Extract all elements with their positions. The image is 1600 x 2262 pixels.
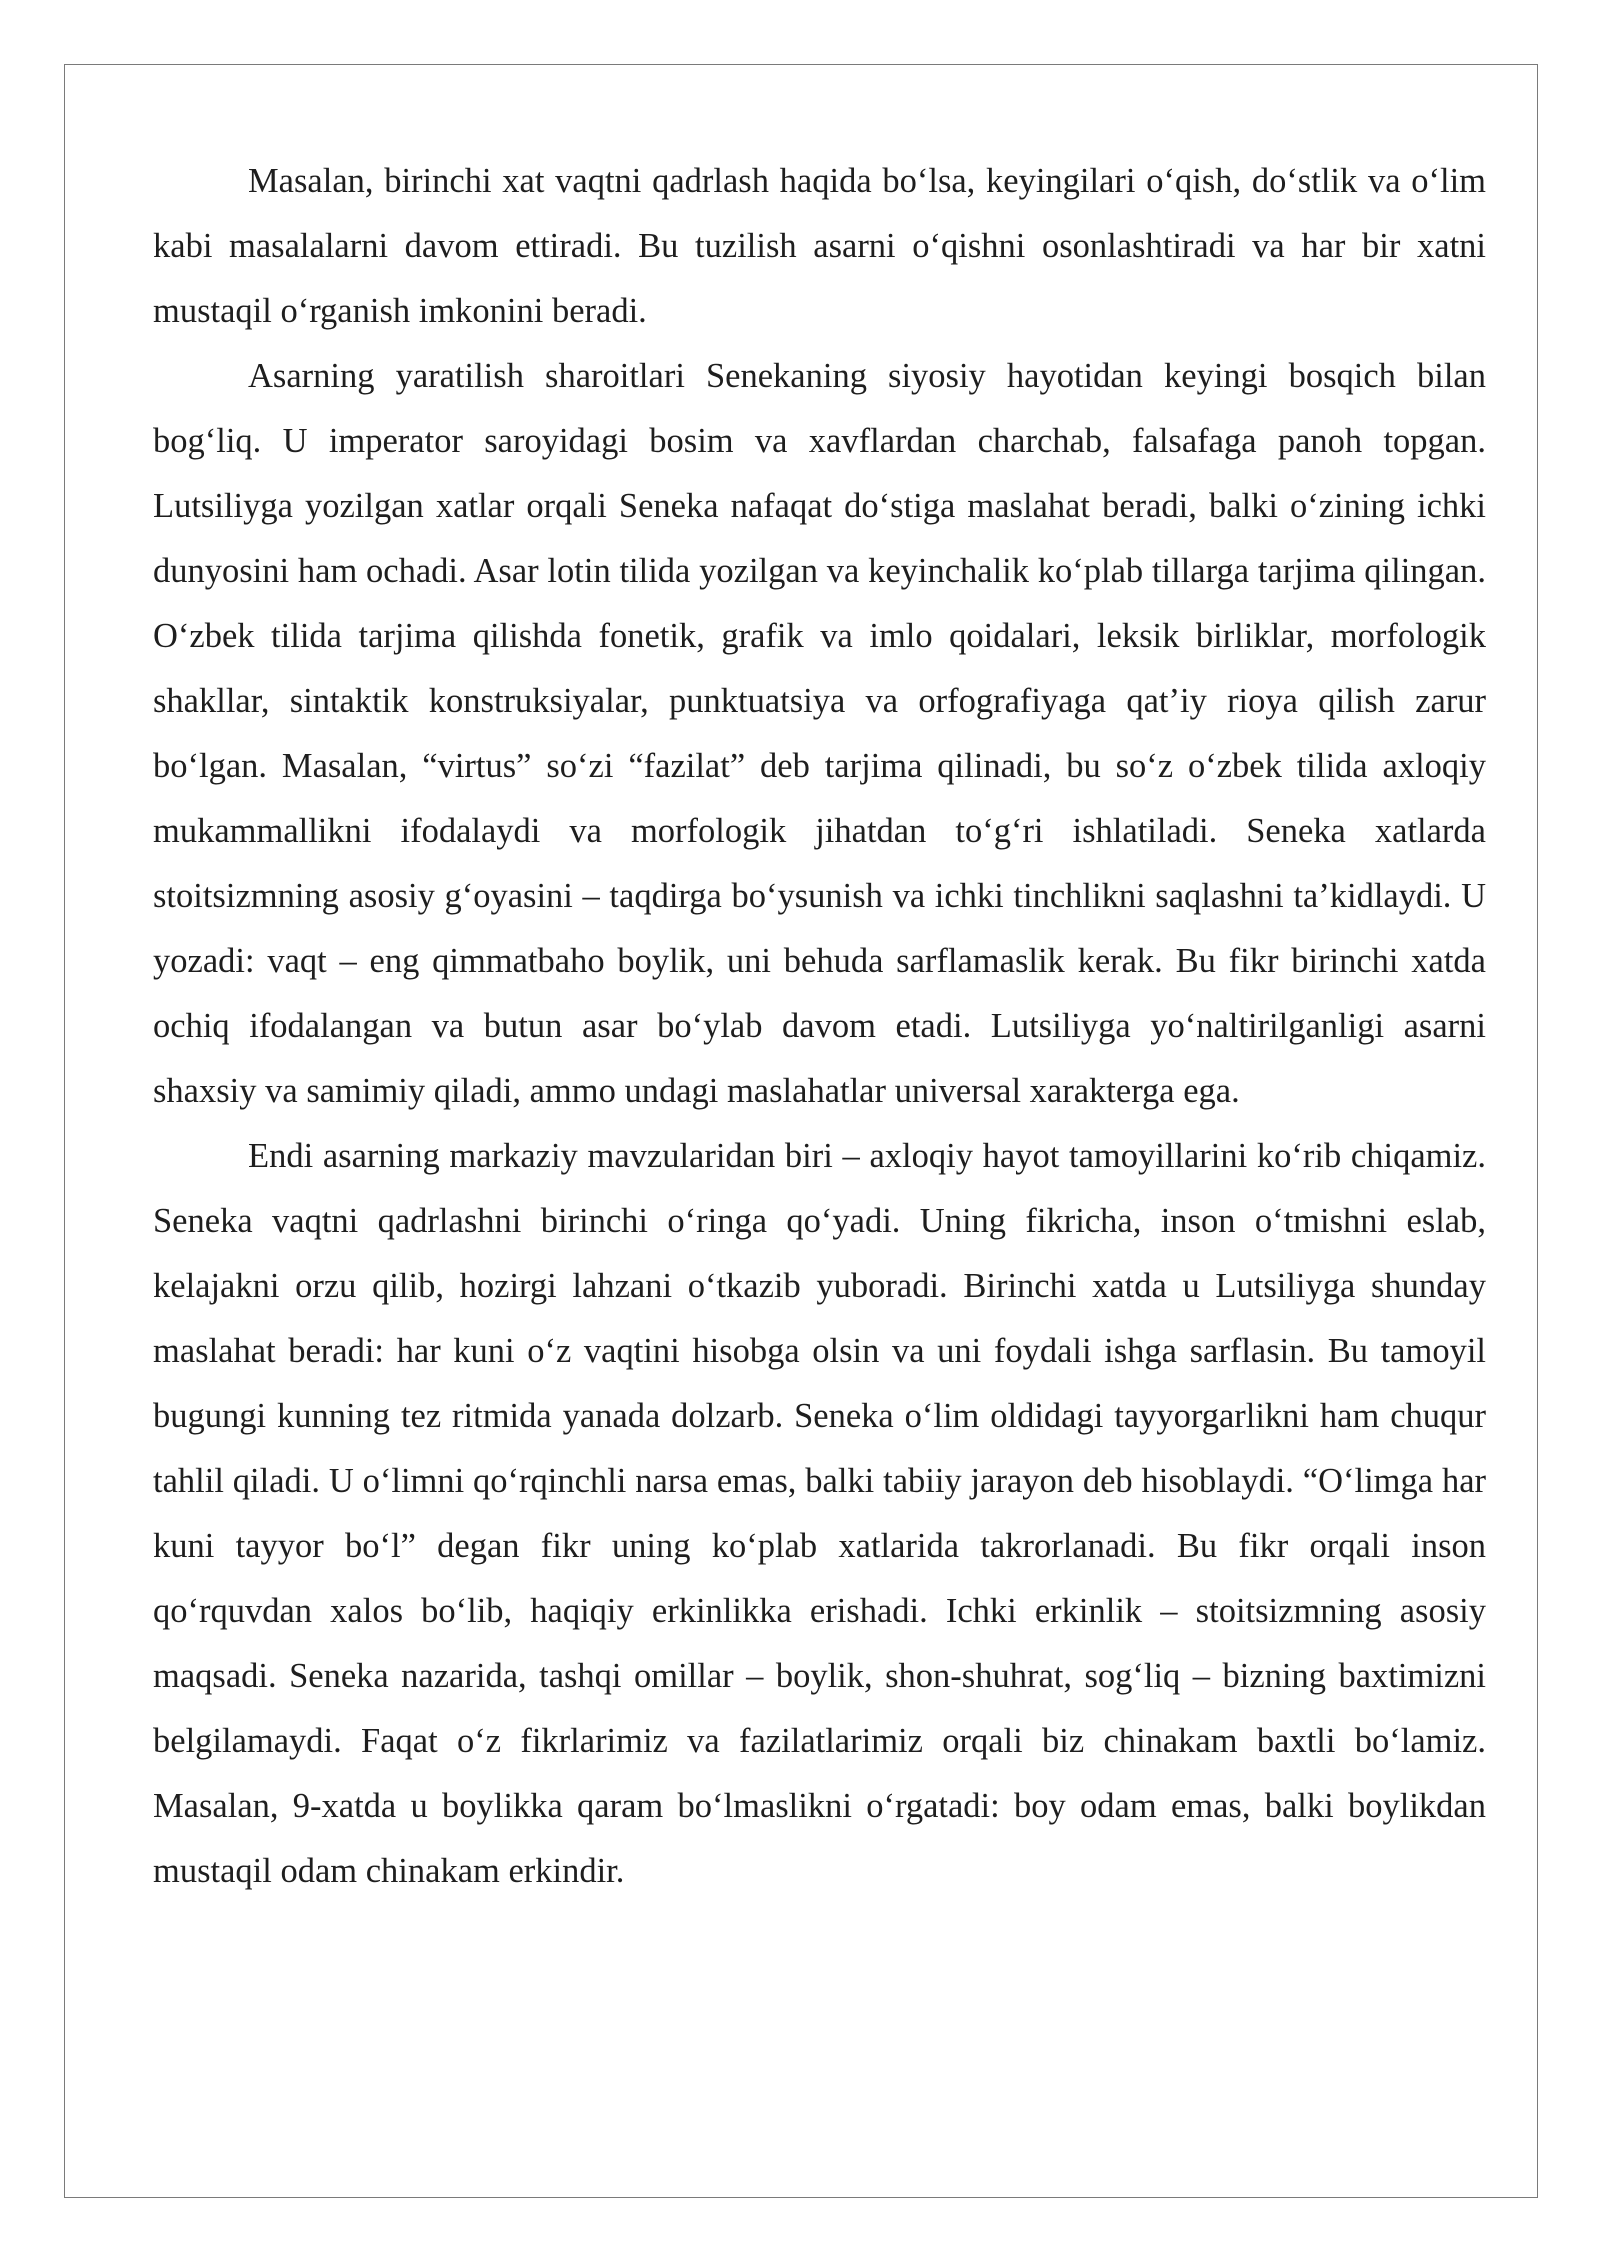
paragraph: Endi asarning markaziy mavzularidan biri – axloqiy hayot tamoyillarini ko‘rib chiqamiz. Seneka vaqtni qadrlashni birinchi o‘ringa qo‘yadi. Uning fikricha, inson o‘tmishni eslab, kelajakni orzu qilib, hozirgi lahzani o‘tkazib yuboradi. Birinchi xatda u Lutsiliyga shunday maslahat beradi: har kuni o‘z vaqtini hisobga olsin va uni foydali ishga sarflasin. Bu tamoyil bugungi kunning tez ritmida yanada dolzarb. Seneka o‘lim oldidagi tayyorgarlikni ham chuqur tahlil qiladi. U o‘limni qo‘rqinchli narsa emas, balki tabiiy jarayon deb hisoblaydi. “O‘limga har kuni tayyor bo‘l” degan fikr uning ko‘plab xatlarida takrorlanadi. Bu fikr orqali inson qo‘rquvdan xalos bo‘lib, haqiqiy erkinlikka erishadi. Ichki erkinlik – stoitsizmning asosiy maqsadi. Seneka nazarida, tashqi omillar – boylik, shon-shuhrat, sog‘liq – bizning baxtimizni belgilamaydi. Faqat o‘z fikrlarimiz va fazilatlarimiz orqali biz chinakam baxtli bo‘lamiz. Masalan, 9-xatda u boylikka qaram bo‘lmaslikni o‘rgatadi: boy odam emas, balki boylikdan mustaqil odam chinakam erkindir. [153,1137,1486,1890]
paragraph: Asarning yaratilish sharoitlari Senekaning siyosiy hayotidan keyingi bosqich bilan bog‘liq. U imperator saroyidagi bosim va xavflardan charchab, falsafaga panoh topgan. Lutsiliyga yozilgan xatlar orqali Seneka nafaqat do‘stiga maslahat beradi, balki o‘zining ichki dunyosini ham ochadi. Asar lotin tilida yozilgan va keyinchalik ko‘plab tillarga tarjima qilingan. O‘zbek tilida tarjima qilishda fonetik, grafik va imlo qoidalari, leksik birliklar, morfologik shakllar, sintaktik konstruksiyalar, punktuatsiya va orfografiyaga qat’iy rioya qilish zarur bo‘lgan. Masalan, “virtus” so‘zi “fazilat” deb tarjima qilinadi, bu so‘z o‘zbek tilida axloqiy mukammallikni ifodalaydi va morfologik jihatdan to‘g‘ri ishlatiladi. Seneka xatlarda stoitsizmning asosiy g‘oyasini – taqdirga bo‘ysunish va ichki tinchlikni saqlashni ta’kidlaydi. U yozadi: vaqt – eng qimmatbaho boylik, uni behuda sarflamaslik kerak. Bu fikr birinchi xatda ochiq ifodalangan va butun asar bo‘ylab davom etadi. Lutsiliyga yo‘naltirilganligi asarni shaxsiy va samimiy qiladi, ammo undagi maslahatlar universal xarakterga ega. [153,357,1486,1110]
document-body [153,149,1486,1904]
paragraph: Masalan, birinchi xat vaqtni qadrlash haqida bo‘lsa, keyingilari o‘qish, do‘stlik va o‘lim kabi masalalarni davom ettiradi. Bu tuzilish asarni o‘qishni osonlashtiradi va har bir xatni mustaqil o‘rganish imkonini beradi. [153,162,1486,330]
